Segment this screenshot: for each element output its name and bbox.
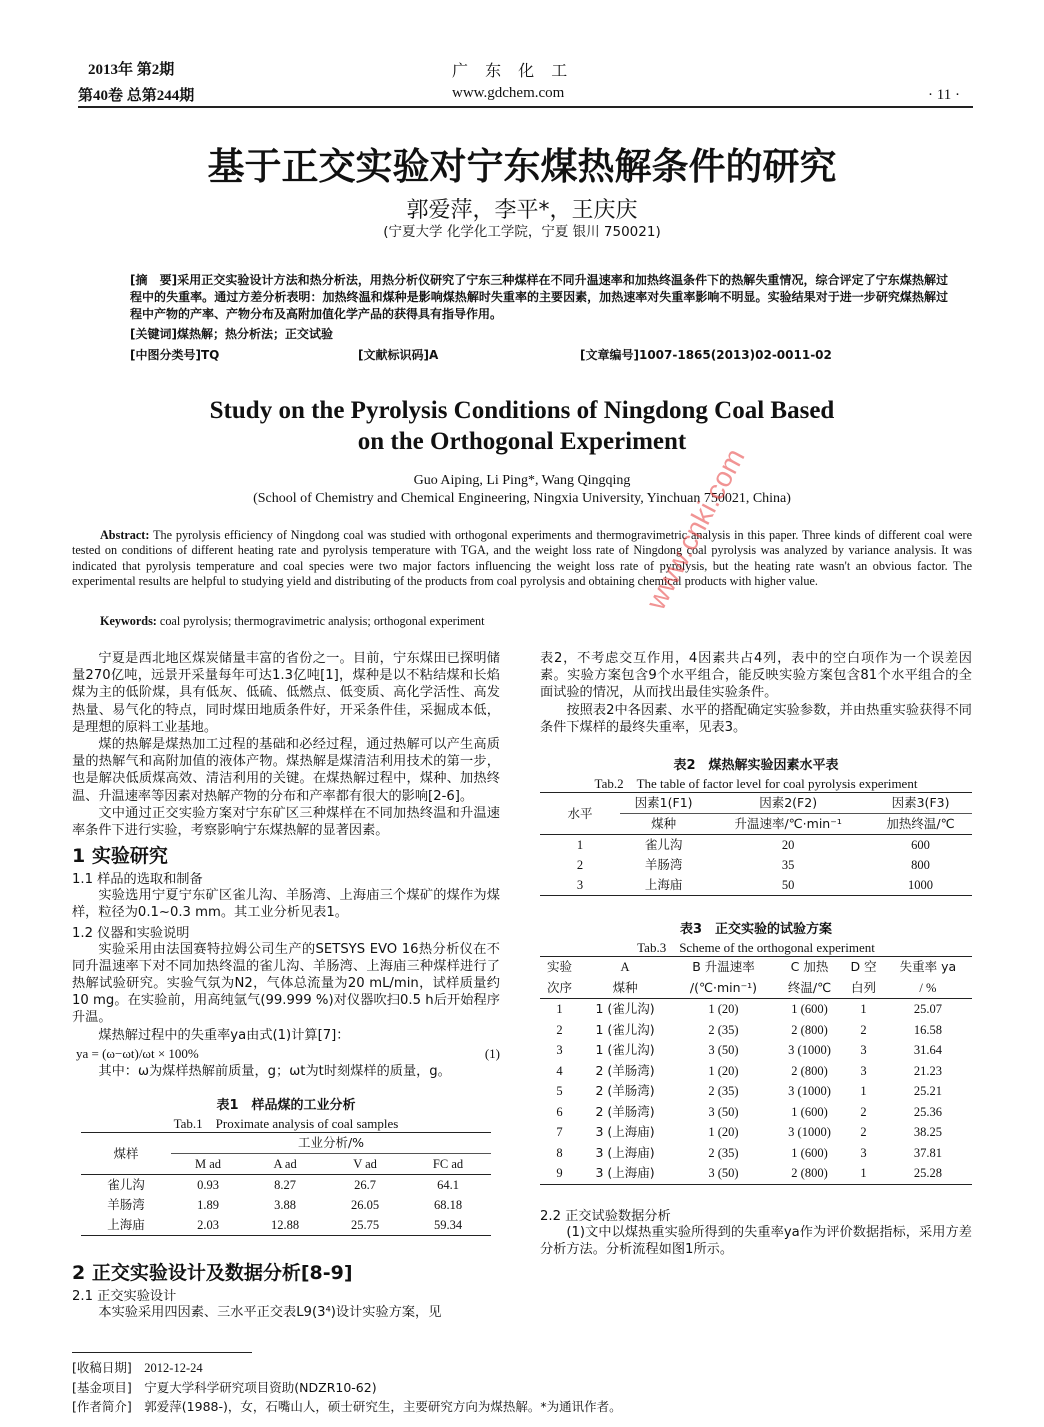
table-row [540,1102,972,1123]
table-cell: 2 (800) [791,1166,828,1181]
table-cell: 25.28 [913,1166,942,1181]
table-cell: 雀儿沟 [644,837,683,853]
table-2-grid [540,792,972,896]
page-number: · 11 · [928,87,960,103]
table-2-factor-name: 升温速率/℃·min⁻¹ [734,816,842,832]
paragraph-intro-2: 煤的热解是煤热加工过程的基础和必经过程，通过热解可以产生高质量的热解气和高附加值的液体产物。煤热解是煤清洁利用技术的第一步，也是解决低质煤高效、清洁利用的关键。在煤热解过程中，煤种、加热终温、升温速率等因素对热解产物的分布和产率都有很大的影响[2-6]。 [72,737,500,804]
table-cell: 6 [556,1104,563,1119]
paragraph-intro-3: 文中通过正交实验方案对宁东矿区三种煤样在不同加热终温和升温速率条件下进行实验，考察影响宁东煤热解的显著因素。 [72,805,500,839]
equation-number: (1) [484,1045,500,1061]
table-3-title-cn: 表3 正交实验的试验方案 [679,922,833,938]
received-date: [收稿日期] 2012-12-24 [72,1360,203,1375]
keywords-cn: [关键词]煤热解；热分析法；正交试验 [130,327,333,341]
table-cell: 3 (上海庙) [595,1124,655,1140]
watermark: www.cnki.com [640,443,751,615]
table-1-grid [81,1132,491,1236]
table-cell: 3 (50) [708,1104,739,1119]
table-2 [540,754,972,896]
journal-name: 广 东 化 工 [452,61,574,80]
year-issue: 2013年 第2期 [88,62,175,78]
table-cell: 0.93 [197,1178,219,1193]
table-3-header: / % [919,980,937,995]
table-3-header: A [620,960,630,975]
fund-info: [基金项目] 宁夏大学科学研究项目资助(NDZR10-62) [72,1380,377,1395]
table-row [540,1040,972,1061]
table-2-factor: 因素1(F1) [620,793,707,814]
table-cell: 1.89 [197,1198,219,1213]
table-row [540,855,972,875]
table-cell: 25.07 [913,1002,942,1017]
table-cell: 3 (上海庙) [595,1165,655,1181]
table-1-title-cn: 表1 样品煤的工业分析 [216,1098,356,1114]
table-cell: 2 [556,1022,563,1037]
table-1-col: M ad [195,1157,222,1172]
table-cell: 2 (35) [708,1022,739,1037]
abstract-en-label: Abstract: [100,528,150,542]
table-cell: 26.05 [350,1198,380,1213]
abstract-cn-label: [摘 要] [130,273,178,287]
table-cell: 1 (600) [791,1104,828,1119]
table-row [540,1081,972,1102]
keywords-en: Keywords: coal pyrolysis; thermogravimetric analysis; orthogonal experiment [100,614,485,628]
table-cell: 上海庙 [644,877,683,893]
table-cell: 1 [860,1166,867,1181]
table-cell: 3 (上海庙) [595,1144,655,1160]
table-row [540,1061,972,1082]
authors-en: Guo Aiping, Li Ping*, Wang Qingqing [413,473,631,488]
table-2-title-cn: 表2 煤热解实验因素水平表 [673,758,839,774]
table-cell: 600 [911,838,930,853]
title-en-line1: Study on the Pyrolysis Conditions of Ningdong Coal Based [209,397,835,424]
table-cell: 12.88 [271,1218,300,1233]
table-3-header: 次序 [546,979,572,995]
table-cell: 25.21 [913,1084,942,1099]
paragraph-instrument: 实验采用由法国赛特拉姆公司生产的SETSYS EVO 16热分析仪在不同升温速率下对不同加热终温的雀儿沟、羊肠湾、上海庙三种煤样进行了热解试验研究。实验气氛为N2，气体总流量为20 mL/min，试样质量约10 mg。在实验前，用高纯氩气(99.999 %)对仪器吹扫0.5 h后开始程序升温。 [72,941,500,1026]
table-3-header: D 空 [850,959,877,975]
table-cell: 31.64 [913,1043,942,1058]
table-3-header: 终温/℃ [787,979,832,995]
table-cell: 2.03 [197,1218,219,1233]
right-column [540,650,972,1258]
paragraph-design: 本实验采用四因素、三水平正交表L9(3⁴)设计实验方案，见 [98,1305,442,1321]
paragraph-where: 其中：ω为煤样热解前质量，g；ωt为t时刻煤样的质量，g。 [98,1063,451,1079]
table-2-factor: 因素2(F2) [707,793,869,814]
table-cell: 1 (600) [791,1145,828,1160]
affiliation-en: (School of Chemistry and Chemical Engineering, Ningxia University, Yinchuan 750021, China) [253,491,791,506]
table-cell: 1000 [908,878,934,893]
table-cell: 16.58 [913,1022,942,1037]
table-cell: 1 (雀儿沟) [595,1001,655,1017]
table-cell: 2 [860,1022,867,1037]
table-cell: 1 (20) [708,1002,739,1017]
footer-notes [72,1358,622,1416]
table-cell: 2 (35) [708,1145,739,1160]
table-cell: 64.1 [437,1178,459,1193]
table-cell: 1 [860,1002,867,1017]
table-cell: 2 (800) [791,1063,828,1078]
table-3-header: 白列 [851,979,877,995]
table-3-header: /(℃·min⁻¹) [689,979,758,995]
table-cell: 羊肠湾 [644,857,683,873]
table-1-header-sample: 煤样 [81,1133,171,1175]
table-cell: 3.88 [274,1198,296,1213]
table-row [540,1163,972,1184]
table-row [540,875,972,896]
table-cell: 20 [781,838,795,853]
table-cell: 2 (35) [708,1084,739,1099]
table-cell: 3 (50) [708,1043,739,1058]
table-row [540,1020,972,1041]
table-cell: 21.23 [913,1063,942,1078]
table-2-title-en: Tab.2 The table of factor level for coal pyrolysis experiment [594,776,918,792]
table-row [540,1143,972,1164]
table-3 [540,918,972,1185]
table-cell: 3 (1000) [788,1043,831,1058]
table-cell: 38.25 [913,1125,942,1140]
paragraph-design-cont: 表2，不考虑交互作用，4因素共占4列，表中的空白项作为一个误差因素。实验方案包含9个水平组合，能反映实验方案包含81个水平组合的全面试验的情况，从而找出最佳实验条件。 [540,651,972,701]
class-number: [中图分类号]TQ [130,348,220,362]
title-cn: 基于正交实验对宁东煤热解条件的研究 [207,145,837,188]
section-1-2-heading: 1.2 仪器和实验说明 [72,925,190,941]
table-cell: 上海庙 [107,1217,145,1233]
table-3-body [540,999,972,1185]
table-3-grid [540,956,972,1185]
table-row [540,1122,972,1143]
table-cell: 3 [576,878,584,893]
table-row [81,1175,491,1196]
table-cell: 7 [556,1125,563,1140]
table-cell: 1 (雀儿沟) [595,1021,655,1037]
table-1-col: A ad [273,1157,297,1172]
table-cell: 8.27 [274,1178,296,1193]
abstract-en: Abstract: The pyrolysis efficiency of Ningdong coal was studied with orthogonal experiments and thermogravimetric analysis in this paper. Three kinds of different coal were tested on conditions of different heating rate and pyrolysis temperature with TGA, and the weight loss rate of Ningdong coal pyrolysis was analyzed by variance analysis. It was indicated that pyrolysis temperature and coal species were two major factors influencing the weight loss rate of pyrolysis, but the heating rate wasn't an obvious factor. The experimental results are helpful to studying yield and distributing of the products from coal pyrolysis and obtaining chemical products with higher value. [72,528,972,589]
paragraph-analysis: (1)文中以煤热重实验所得到的失重率ya作为评价数据指标，采用方差分析方法。分析流程如图1所示。 [540,1224,972,1257]
table-1-col: FC ad [432,1157,464,1172]
table-cell: 59.34 [433,1218,463,1233]
table-cell: 2 (羊肠湾) [595,1103,655,1119]
section-1-heading: 1 实验研究 [72,845,168,868]
table-cell: 3 [860,1063,867,1078]
title-en-line2: on the Orthogonal Experiment [357,428,687,455]
table-cell: 35 [781,858,795,873]
left-column [72,650,500,1321]
authors-cn: 郭爱萍，李平*，王庆庆 [406,198,638,223]
section-1-1-heading: 1.1 样品的选取和制备 [72,872,203,888]
table-cell: 5 [556,1084,563,1099]
table-3-header: C 加热 [790,959,829,975]
table-cell: 9 [556,1166,563,1181]
author-bio: [作者简介] 郭爱萍(1988-)，女，石嘴山人，硕士研究生，主要研究方向为煤热解。*为通讯作者。 [72,1399,622,1414]
table-cell: 37.81 [913,1145,942,1160]
equation-body: ya = (ω−ωt)/ωt × 100% [76,1045,199,1061]
table-cell: 25.75 [350,1218,380,1233]
volume-info: 第40卷 总第244期 [78,88,195,104]
table-1-header-group: 工业分析/% [171,1133,491,1154]
table-cell: 3 [860,1043,867,1058]
footer-rule [72,1352,252,1353]
paragraph-samples: 实验选用宁夏宁东矿区雀儿沟、羊肠湾、上海庙三个煤矿的煤作为煤样，粒径为0.1~0.3 mm。其工业分析见表1。 [72,888,500,921]
table-row [540,999,972,1020]
table-cell: 3 (1000) [788,1084,831,1099]
table-cell: 2 (羊肠湾) [595,1062,655,1078]
table-cell: 1 (20) [708,1125,739,1140]
table-row [81,1215,491,1236]
table-cell: 雀儿沟 [107,1177,145,1193]
table-cell: 3 (1000) [788,1125,831,1140]
table-cell: 羊肠湾 [107,1197,145,1213]
journal-website: www.gdchem.com [452,85,565,101]
table-cell: 68.18 [433,1198,463,1213]
section-2-2-heading: 2.2 正交试验数据分析 [540,1208,671,1224]
table-row [540,835,972,856]
table-3-header: B 升温速率 [692,959,755,975]
section-2-heading: 2 正交实验设计及数据分析[8-9] [72,1262,353,1285]
table-cell: 3 [556,1043,563,1058]
table-cell: 4 [556,1063,563,1078]
equation-1 [72,1044,500,1063]
table-3-header: 失重率 ya [899,959,957,975]
table-2-factor-name: 加热终温/℃ [886,816,955,832]
document-code: [文献标识码]A [358,348,439,362]
paragraph-weight-loss: 煤热解过程中的失重率ya由式(1)计算[7]： [98,1027,350,1043]
table-cell: 1 (600) [791,1002,828,1017]
table-row [81,1195,491,1215]
table-cell: 8 [556,1145,563,1160]
table-cell: 2 [860,1125,867,1140]
table-cell: 1 (20) [708,1063,739,1078]
table-cell: 2 (800) [791,1022,828,1037]
section-2-1-heading: 2.1 正交实验设计 [72,1289,177,1305]
table-1 [72,1094,500,1236]
table-3-header: 实验 [546,959,572,975]
header-rule [78,106,973,108]
table-2-factor: 因素3(F3) [869,793,972,814]
table-cell: 1 [860,1084,867,1099]
table-cell: 25.36 [913,1104,942,1119]
table-1-col: V ad [353,1157,377,1172]
table-2-factor-name: 煤种 [651,816,677,832]
affiliation-cn: (宁夏大学 化学化工学院，宁夏 银川 750021) [383,224,661,240]
table-cell: 800 [911,858,930,873]
table-cell: 3 (50) [708,1166,739,1181]
table-3-header: 煤种 [612,979,638,995]
table-3-title-en: Tab.3 Scheme of the orthogonal experiment [637,940,875,956]
table-cell: 50 [781,878,795,893]
table-1-title-en: Tab.1 Proximate analysis of coal samples [173,1116,399,1132]
paragraph-intro-1: 宁夏是西北地区煤炭储量丰富的省份之一。目前，宁东煤田已探明储量270亿吨，远景开采量每年可达1.3亿吨[1]，煤种是以不粘结煤和长焰煤为主的低阶煤，具有低灰、低硫、低燃点、低变质、高化学活性、高发热量、易气化的特点，同时煤田地质条件好，开采条件佳，采掘成本低，是理想的原料工业基地。 [72,651,500,735]
table-cell: 1 [556,1002,563,1017]
table-cell: 3 [860,1145,867,1160]
table-cell: 2 [576,858,584,873]
table-cell: 1 [576,838,584,853]
table-cell: 26.7 [354,1178,376,1193]
paragraph-params: 按照表2中各因素、水平的搭配确定实验参数，并由热重实验获得不同条件下煤样的最终失重率，见表3。 [540,702,972,735]
table-cell: 2 [860,1104,867,1119]
article-number: [文章编号]1007-1865(2013)02-0011-02 [580,348,832,362]
table-cell: 2 (羊肠湾) [595,1083,655,1099]
abstract-cn: [摘 要]采用正交实验设计方法和热分析法，用热分析仪研究了宁东三种煤样在不同升温速率和加热终温条件下的热解失重情况，综合评定了宁东煤热解过程中的失重率。通过方差分析表明：加热终温和煤种是影响煤热解时失重率的主要因素，加热速率对失重率影响不明显。实验结果对于进一步研究煤热解过程中产物的产率、产物分布及高附加值化学产品的获得具有指导作用。 [130,273,948,321]
table-2-header-level: 水平 [540,793,620,835]
table-cell: 1 (雀儿沟) [595,1042,655,1058]
